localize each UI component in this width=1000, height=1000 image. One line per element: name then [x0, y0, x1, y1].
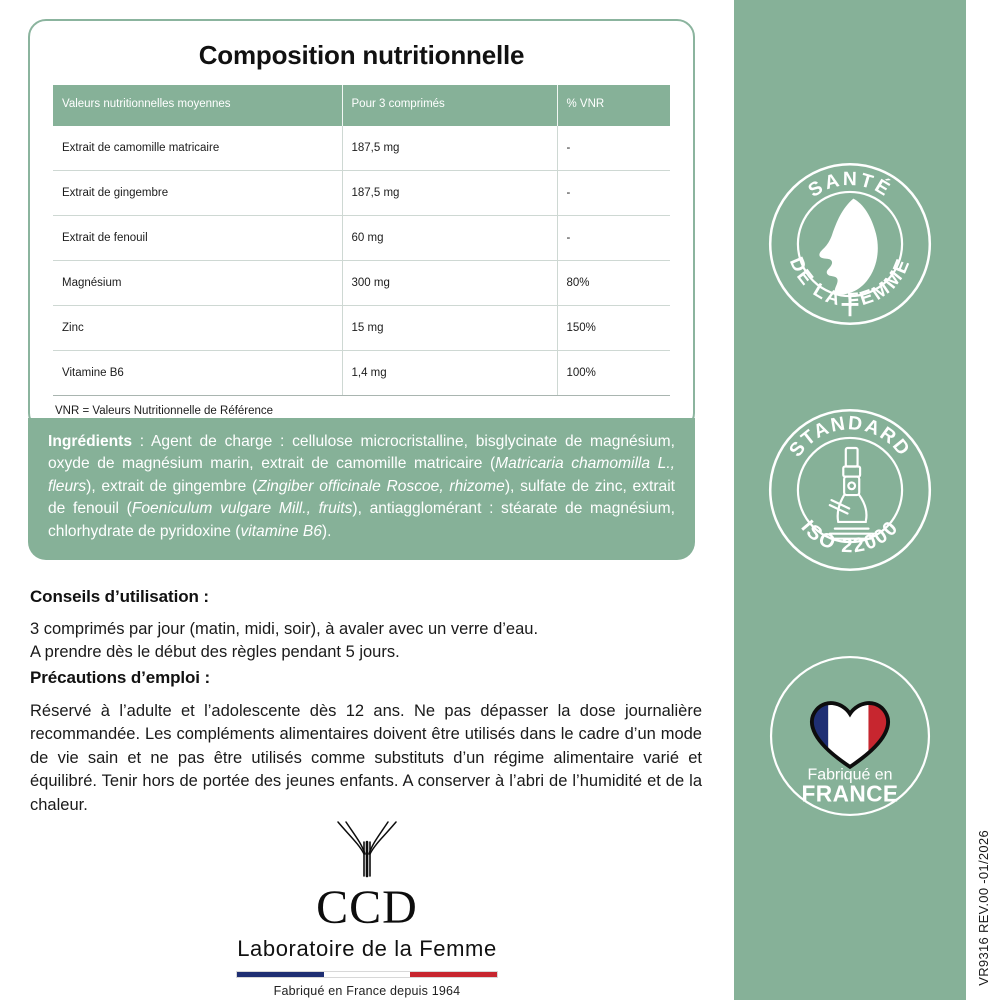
cell-nutrient: Zinc — [53, 306, 342, 351]
column-header-nutrient: Valeurs nutritionnelles moyennes — [53, 85, 342, 126]
table-header-row — [53, 85, 670, 126]
flag-white-stripe — [324, 972, 411, 977]
brand-tagline: Laboratoire de la Femme — [237, 936, 497, 961]
table-row — [53, 126, 670, 171]
precautions-text: Réservé à l’adulte et l’adolescente dès 12 ans. Ne pas dépasser la dose journalière recommandée. Les compléments alimentaires doivent être utilisés dans le cadre d’un mode de vie sain et ne pas être utilisés comme substituts d’un régime alimentaire varié et équilibré. Tenir hors de portée des jeunes enfants. A conserver à l’abri de l’humidité et de la chaleur. — [30, 702, 702, 814]
precautions-section — [30, 668, 702, 817]
certification-badge-column — [734, 0, 966, 1000]
ingredients-block — [28, 418, 695, 560]
ingredients-body: Agent de charge : cellulose microcristalline, bisglycinate de magnésium, oxyde de magnésium marin, extrait de camomille matricaire (Matricaria chamomilla L., fleurs), extrait de gingembre (Zingiber officinale Roscoe, rhizome), sulfate de zinc, extrait de fenouil (Foeniculum vulgare Mill., fruits), antiagglomérant : stéarate de magnésium, chlorhydrate de pyridoxine (vitamine B6). — [48, 433, 676, 540]
badge-sante-de-la-femme — [766, 160, 934, 328]
ingredients-label: Ingrédients — [48, 433, 133, 450]
ingredients-separator: : — [132, 433, 152, 450]
reference-code — [968, 786, 998, 986]
svg-text:SANTÉ — [805, 169, 896, 202]
cell-vnr: 100% — [557, 351, 670, 396]
column-header-per-dose: Pour 3 comprimés — [342, 85, 557, 126]
cell-vnr: 150% — [557, 306, 670, 351]
cell-vnr: 80% — [557, 261, 670, 306]
usage-line-1: 3 comprimés par jour (matin, midi, soir), à avaler avec un verre d’eau. — [30, 620, 539, 638]
usage-text — [30, 618, 702, 664]
badge-text-top: SANTÉ — [804, 169, 896, 202]
brand-since-text: Fabriqué en France depuis 1964 — [273, 984, 461, 998]
cell-nutrient: Extrait de gingembre — [53, 171, 342, 216]
usage-line-2: A prendre dès le début des règles pendant 5 jours. — [30, 642, 400, 661]
badge-text-top: STANDARD — [785, 413, 915, 462]
microscope-icon — [830, 448, 874, 539]
french-flag-bar-icon — [236, 971, 498, 978]
usage-section — [30, 587, 702, 664]
cell-nutrient: Magnésium — [53, 261, 342, 306]
ccd-y-mark-icon — [330, 820, 404, 883]
cell-amount: 15 mg — [342, 306, 557, 351]
table-row — [53, 171, 670, 216]
badge-fabrique-en-france — [766, 652, 934, 820]
cell-nutrient: Vitamine B6 — [53, 351, 342, 396]
cell-nutrient: Extrait de fenouil — [53, 216, 342, 261]
badge-text-bottom: DE LA FEMME — [784, 254, 916, 312]
cell-amount: 1,4 mg — [342, 351, 557, 396]
badge-iso-22000 — [766, 406, 934, 574]
table-row — [53, 351, 670, 396]
usage-heading: Conseils d’utilisation : — [30, 587, 209, 606]
flag-red-stripe — [410, 972, 497, 977]
cell-vnr: - — [557, 216, 670, 261]
badge-text-bottom: ISO 22000 — [796, 516, 904, 558]
brand-name: CCD — [316, 881, 418, 934]
table-row — [53, 261, 670, 306]
nutrition-composition-card — [28, 19, 695, 431]
page-title: Composition nutritionnelle — [198, 40, 525, 70]
cell-vnr: - — [557, 126, 670, 171]
table-row — [53, 306, 670, 351]
reference-code-text: VR9316 REV.00 -01/2026 — [975, 830, 991, 986]
badge-line2: FRANCE — [801, 780, 899, 807]
cell-amount: 60 mg — [342, 216, 557, 261]
table-row — [53, 216, 670, 261]
cell-amount: 300 mg — [342, 261, 557, 306]
woman-profile-icon — [819, 199, 877, 295]
nutrition-table — [53, 85, 670, 396]
cell-amount: 187,5 mg — [342, 126, 557, 171]
french-flag-heart-icon — [810, 696, 892, 772]
flag-blue-stripe — [237, 972, 324, 977]
brand-logo — [0, 820, 734, 998]
cell-nutrient: Extrait de camomille matricaire — [53, 126, 342, 171]
column-header-vnr: % VNR — [557, 85, 670, 126]
cell-vnr: - — [557, 171, 670, 216]
badge-line1: Fabriqué en — [807, 766, 893, 784]
precautions-heading: Précautions d’emploi : — [30, 668, 211, 687]
vnr-footnote: VNR = Valeurs Nutritionnelle de Référence — [55, 405, 274, 418]
cell-amount: 187,5 mg — [342, 171, 557, 216]
ingredients-text — [48, 431, 675, 543]
